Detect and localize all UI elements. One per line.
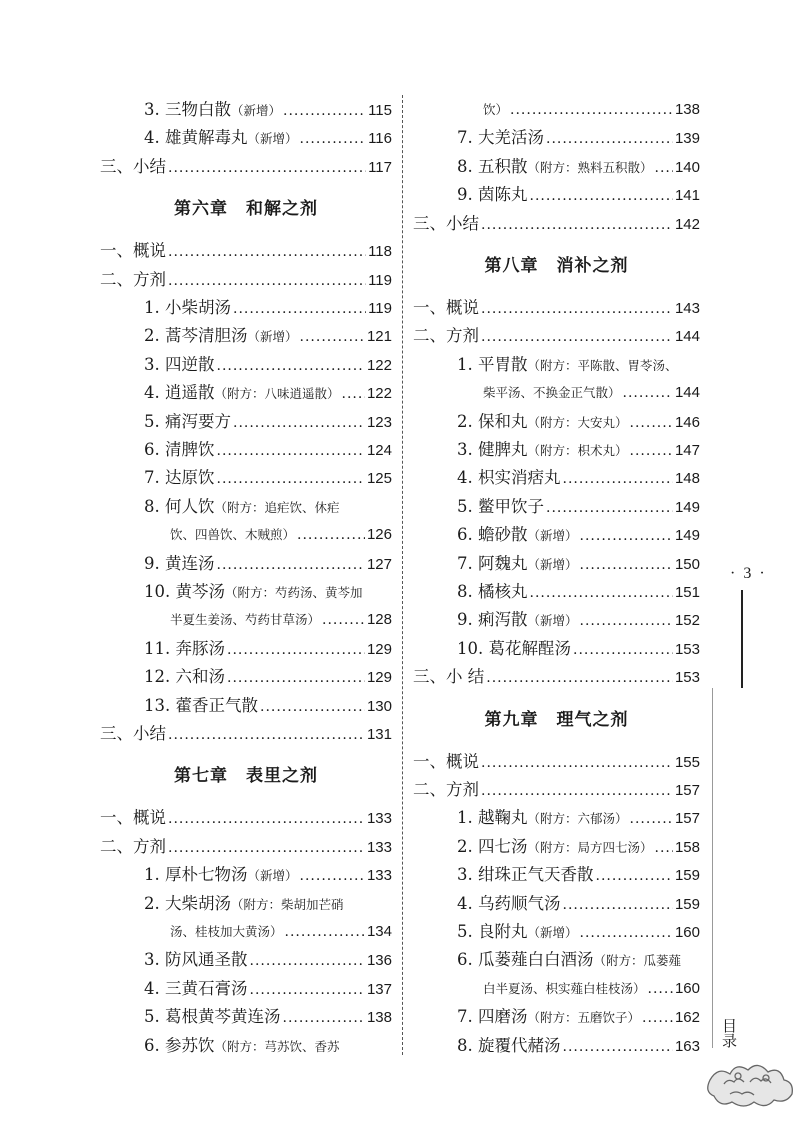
toc-leader-dots: [481, 211, 673, 239]
toc-leader-dots: [227, 664, 365, 692]
toc-leader-dots: [481, 295, 673, 323]
toc-entry: [144, 975, 392, 1003]
toc-entry: [100, 833, 392, 861]
toc-page-number: 159: [674, 895, 700, 913]
toc-page-number: 143: [674, 300, 700, 317]
toc-leader-dots: [546, 494, 673, 522]
toc-entry-title: 二、方剂: [100, 836, 166, 856]
toc-entry: [413, 210, 700, 238]
toc-entry-title: 2. 保和丸: [457, 411, 528, 431]
toc-page-number: 163: [674, 1037, 700, 1055]
toc-leader-dots: [630, 805, 673, 833]
toc-entry-title: 3. 绀珠正气天香散: [457, 865, 594, 885]
toc-entry: [483, 975, 700, 1003]
toc-page-number: 122: [366, 385, 392, 403]
toc-entry-title: 6. 蟾砂散: [457, 525, 528, 545]
toc-page-number: 138: [674, 101, 700, 118]
toc-page-number: 117: [368, 158, 392, 176]
chapter-heading: 第七章 表里之剂: [174, 766, 318, 786]
toc-entry-note: （附方：枳术丸）: [527, 443, 628, 458]
toc-page-number: 122: [366, 356, 392, 374]
toc-entry: [144, 96, 392, 124]
toc-entry: [144, 294, 392, 322]
toc-entry: [144, 861, 392, 889]
toc-leader-dots: [283, 97, 366, 125]
toc-page-number: 139: [674, 130, 700, 148]
toc-leader-dots: [530, 579, 673, 607]
side-tab: [712, 688, 743, 1048]
toc-entry-note: （附方：平陈散、胃苓汤、: [527, 357, 678, 373]
toc-entry-title: 1. 平胃散: [457, 354, 528, 374]
toc-entry-note: （新增）: [247, 131, 298, 147]
toc-entry: [100, 237, 392, 265]
toc-entry: [144, 124, 392, 152]
toc-entry-title: 10. 黄芩汤: [144, 582, 225, 601]
toc-entry-note: （新增）: [231, 103, 282, 118]
toc-page-number: 153: [674, 640, 700, 658]
toc-page-number: 131: [366, 726, 392, 743]
toc-leader-dots: [648, 975, 673, 1003]
toc-leader-dots: [342, 380, 365, 408]
page-number: · 3 ·: [730, 565, 767, 582]
toc-entry: [144, 1003, 392, 1031]
toc-entry-note: （新增）: [247, 329, 298, 345]
toc-page-number: 133: [366, 810, 392, 828]
toc-entry-title: 9. 黄连汤: [144, 553, 215, 573]
toc-entry-title: 7. 阿魏丸: [457, 553, 528, 573]
toc-entry: [144, 351, 392, 379]
toc-page-number: 149: [674, 527, 700, 545]
toc-page-number: 141: [674, 187, 700, 205]
toc-leader-dots: [580, 919, 673, 947]
toc-entry: [457, 408, 700, 436]
toc-leader-dots: [655, 834, 673, 862]
toc-page-number: 160: [674, 924, 700, 941]
toc-page-number: 149: [674, 498, 700, 516]
toc-leader-dots: [217, 352, 365, 380]
cloud-ornament-icon: [700, 1040, 800, 1110]
toc-entry-title: 一、概说: [413, 298, 479, 317]
toc-page-number: 160: [674, 979, 700, 997]
toc-entry: [100, 804, 392, 832]
toc-entry: [100, 153, 392, 181]
toc-entry-note: （附方：五磨饮子）: [527, 1010, 641, 1026]
toc-entry-note: （新增）: [527, 528, 578, 544]
toc-leader-dots: [260, 693, 365, 721]
toc-leader-dots: [300, 862, 365, 890]
toc-entry-title: 三、小结: [413, 213, 479, 233]
toc-page-number: 155: [674, 753, 700, 771]
column-divider: [402, 95, 403, 1055]
toc-entry-title: 7. 四磨汤: [457, 1007, 528, 1027]
toc-leader-dots: [580, 522, 673, 550]
toc-entry-note: 汤、桂枝加大黄汤）: [170, 924, 283, 939]
toc-page-number: 157: [674, 782, 700, 799]
toc-entry: [144, 550, 392, 578]
toc-entry-title: 2. 四七汤: [457, 836, 528, 856]
toc-entry: [144, 322, 392, 350]
toc-entry-title: 一、概说: [100, 241, 166, 261]
toc-entry: [413, 294, 700, 322]
toc-leader-dots: [573, 636, 673, 664]
toc-page-number: 142: [674, 215, 700, 233]
chapter-heading: 第八章 消补之剂: [484, 256, 629, 275]
toc-page-number: 158: [674, 838, 700, 856]
toc-leader-dots: [623, 379, 673, 407]
toc-entry-title: 12. 六和汤: [144, 667, 225, 687]
toc-leader-dots: [481, 323, 673, 351]
toc-leader-dots: [630, 409, 673, 437]
toc-leader-dots: [168, 154, 366, 182]
toc-page-number: 134: [366, 923, 392, 940]
toc-leader-dots: [297, 521, 365, 549]
toc-entry-title: 7. 达原饮: [144, 468, 215, 488]
toc-entry: [457, 181, 700, 209]
toc-entry-title: 3. 健脾丸: [457, 440, 528, 459]
toc-leader-dots: [530, 182, 673, 210]
toc-entry-note: （新增）: [247, 868, 298, 884]
toc-page-number: 129: [366, 640, 392, 658]
toc-leader-dots: [563, 1033, 673, 1061]
toc-page-number: 136: [366, 952, 392, 970]
toc-entry-note: （附方：追疟饮、休疟: [214, 499, 340, 515]
toc-entry-title: 3. 防风通圣散: [144, 950, 248, 970]
toc-entry: [144, 946, 392, 974]
toc-entry-note: （附方：芎苏饮、香苏: [214, 1038, 340, 1054]
toc-page-number: 130: [366, 697, 392, 715]
toc-entry: [144, 692, 392, 720]
toc-entry: [457, 578, 700, 606]
toc-leader-dots: [546, 125, 673, 153]
toc-entry: [457, 606, 700, 634]
toc-leader-dots: [168, 834, 365, 862]
toc-entry: [144, 379, 392, 407]
toc-entry-title: 8. 旋覆代赭汤: [457, 1035, 561, 1055]
toc-leader-dots: [250, 976, 365, 1004]
toc-entry: [457, 1003, 700, 1031]
toc-leader-dots: [217, 551, 365, 579]
toc-leader-dots: [168, 805, 365, 833]
toc-entry-title: 4. 三黄石膏汤: [144, 978, 248, 998]
toc-page-number: 137: [366, 980, 392, 998]
toc-leader-dots: [580, 551, 673, 579]
toc-entry-title: 6. 参苏饮: [144, 1035, 215, 1055]
toc-entry-title: 4. 乌药顺气汤: [457, 893, 561, 913]
toc-leader-dots: [168, 238, 366, 266]
toc-page-number: 133: [366, 867, 392, 885]
toc-entry-note: （附方：芍药汤、黄芩加: [225, 585, 363, 600]
chapter-heading: 第九章 理气之剂: [484, 709, 629, 729]
toc-leader-dots: [642, 1004, 673, 1032]
toc-leader-dots: [217, 437, 365, 465]
toc-entry: [413, 776, 700, 804]
toc-page-number: 116: [368, 130, 392, 148]
toc-entry-title: 3. 四逆散: [144, 354, 215, 374]
side-tab-label: 目录: [720, 1018, 738, 1048]
toc-entry: [457, 153, 700, 181]
toc-page-number: 152: [674, 612, 700, 630]
toc-leader-dots: [580, 607, 673, 635]
toc-page-number: 140: [674, 158, 700, 176]
toc-entry: [144, 578, 392, 606]
toc-entry: [457, 521, 700, 549]
toc-entry: [144, 663, 392, 691]
toc-page-number: 138: [366, 1009, 392, 1027]
toc-entry: [144, 1032, 392, 1060]
toc-entry: [457, 550, 700, 578]
toc-leader-dots: [481, 749, 673, 777]
toc-leader-dots: [563, 465, 673, 493]
toc-entry: [144, 408, 392, 436]
toc-entry-title: 1. 厚朴七物汤: [144, 865, 248, 885]
toc-leader-dots: [486, 664, 673, 692]
toc-entry-note: （附方：大安丸）: [527, 414, 628, 430]
toc-entry: [144, 464, 392, 492]
toc-entry-note: （附方：瓜蒌薤: [593, 953, 682, 969]
toc-entry-title: 1. 越鞠丸: [457, 808, 528, 828]
toc-page-number: 162: [674, 1009, 700, 1027]
toc-entry-note: 饮、四兽饮、木贼煎）: [170, 527, 296, 543]
toc-entry-note: （新增）: [527, 925, 578, 940]
toc-entry: [457, 436, 700, 464]
toc-leader-dots: [322, 606, 365, 634]
toc-page-number: 118: [368, 243, 392, 261]
toc-entry-title: 8. 橘核丸: [457, 582, 528, 601]
toc-entry: [457, 635, 700, 663]
toc-page-number: 115: [368, 102, 392, 119]
toc-entry: [457, 918, 700, 946]
toc-leader-dots: [630, 437, 673, 465]
toc-leader-dots: [227, 636, 365, 664]
toc-entry-title: 8. 五积散: [457, 156, 528, 176]
toc-page-number: 126: [366, 526, 392, 544]
toc-leader-dots: [596, 862, 673, 890]
toc-entry-title: 4. 枳实消痞丸: [457, 468, 561, 488]
toc-entry-title: 6. 瓜蒌薤白白酒汤: [457, 950, 594, 970]
toc-entry: [144, 635, 392, 663]
toc-leader-dots: [481, 777, 673, 805]
toc-leader-dots: [300, 323, 365, 351]
toc-entry: [457, 946, 700, 974]
toc-page-number: 159: [674, 867, 700, 885]
toc-entry-note: 白半夏汤、枳实薤白桂枝汤）: [483, 980, 646, 996]
toc-entry-title: 2. 大柴胡汤: [144, 893, 231, 913]
toc-entry-note: （附方：局方四七汤）: [527, 839, 653, 855]
toc-entry-note: 柴平汤、不换金正气散）: [483, 385, 621, 401]
toc-leader-dots: [233, 409, 365, 437]
toc-entry: [144, 493, 392, 521]
toc-leader-dots: [300, 125, 367, 153]
toc-entry: [170, 918, 392, 946]
toc-page-number: 146: [674, 413, 700, 431]
toc-page-number: 133: [366, 838, 392, 856]
toc-entry-title: 5. 葛根黄芩黄连汤: [144, 1007, 281, 1027]
toc-entry-title: 三、小 结: [413, 667, 485, 687]
toc-page-number: 119: [368, 271, 392, 289]
toc-page-number: 144: [674, 384, 700, 402]
toc-page-number: 124: [366, 442, 392, 459]
toc-entry-title: 7. 大羌活汤: [457, 128, 544, 148]
toc-page-number: 123: [366, 413, 392, 431]
toc-page-number: 151: [674, 584, 700, 601]
toc-entry: [457, 464, 700, 492]
toc-entry-title: 5. 鳖甲饮子: [457, 496, 544, 516]
toc-entry-title: 一、概说: [413, 751, 479, 771]
toc-entry-title: 4. 雄黄解毒丸: [144, 128, 248, 148]
toc-entry: [100, 720, 392, 748]
toc-entry-title: 一、概说: [100, 808, 166, 828]
toc-page-number: 148: [674, 470, 700, 488]
toc-page-number: 128: [366, 611, 392, 629]
toc-leader-dots: [217, 465, 365, 493]
toc-entry-title: 2. 蒿芩清胆汤: [144, 326, 248, 346]
toc-entry: [483, 379, 700, 407]
toc-page-number: 121: [366, 328, 392, 346]
toc-page-number: 150: [674, 555, 700, 573]
toc-page-number: 144: [674, 328, 700, 346]
toc-entry: [457, 890, 700, 918]
toc-entry: [144, 890, 392, 918]
toc-entry: [457, 804, 700, 832]
toc-entry-note: （新增）: [527, 556, 578, 572]
toc-entry: [170, 521, 392, 549]
toc-page-number: 153: [674, 669, 700, 687]
toc-page-number: 129: [366, 669, 392, 687]
toc-leader-dots: [655, 154, 673, 182]
toc-entry-title: 10. 葛花解酲汤: [457, 638, 571, 658]
toc-page-number: 125: [366, 470, 392, 488]
toc-entry: [413, 663, 700, 691]
toc-entry: [100, 266, 392, 294]
toc-entry-title: 5. 良附丸: [457, 922, 528, 941]
toc-entry-note: （附方：熟料五积散）: [527, 159, 653, 175]
toc-entry-title: 9. 茵陈丸: [457, 185, 528, 205]
toc-entry-title: 11. 奔豚汤: [144, 638, 225, 658]
toc-entry-title: 1. 小柴胡汤: [144, 298, 231, 317]
toc-page-number: 119: [368, 300, 392, 317]
toc-leader-dots: [285, 918, 365, 946]
toc-entry: [457, 833, 700, 861]
toc-entry-title: 二、方剂: [413, 326, 479, 346]
toc-entry: [457, 351, 700, 379]
toc-entry-title: 6. 清脾饮: [144, 440, 215, 459]
toc-entry-note: （新增）: [527, 613, 578, 629]
toc-entry: [144, 436, 392, 464]
toc-entry: [170, 606, 392, 634]
toc-entry-note: （附方：柴胡加芒硝: [231, 896, 344, 912]
toc-leader-dots: [233, 295, 366, 323]
toc-entry-title: 9. 痢泻散: [457, 610, 528, 630]
toc-entry-title: 三、小结: [100, 156, 166, 176]
toc-entry: [457, 1032, 700, 1060]
toc-entry-title: 4. 逍遥散: [144, 383, 215, 403]
toc-entry-title: 二、方剂: [413, 780, 479, 799]
toc-entry-note: 饮）: [483, 102, 509, 117]
toc-entry-title: 8. 何人饮: [144, 496, 215, 516]
toc-entry: [413, 748, 700, 776]
toc-leader-dots: [168, 267, 366, 295]
toc-page-number: 157: [674, 810, 700, 828]
toc-leader-dots: [283, 1004, 365, 1032]
toc-page-number: 127: [366, 555, 392, 573]
toc-entry: [457, 493, 700, 521]
toc-leader-dots: [168, 721, 365, 749]
toc-entry: [457, 124, 700, 152]
toc-entry-title: 3. 三物白散: [144, 100, 231, 119]
toc-leader-dots: [563, 891, 673, 919]
toc-entry-title: 二、方剂: [100, 269, 166, 289]
toc-entry-title: 5. 痛泻要方: [144, 411, 231, 431]
toc-entry-note: 半夏生姜汤、芍药甘草汤）: [170, 612, 321, 628]
toc-entry-note: （附方：六郁汤）: [527, 811, 628, 827]
toc-entry-note: （附方：八味逍遥散）: [214, 386, 340, 402]
toc-entry: [457, 861, 700, 889]
toc-entry-title: 三、小结: [100, 724, 166, 743]
chapter-heading: 第六章 和解之剂: [174, 199, 318, 219]
toc-leader-dots: [510, 96, 673, 124]
toc-page-number: 147: [674, 442, 700, 459]
toc-leader-dots: [250, 947, 365, 975]
toc-entry: [483, 96, 700, 124]
toc-entry-title: 13. 藿香正气散: [144, 695, 258, 715]
toc-entry: [413, 322, 700, 350]
